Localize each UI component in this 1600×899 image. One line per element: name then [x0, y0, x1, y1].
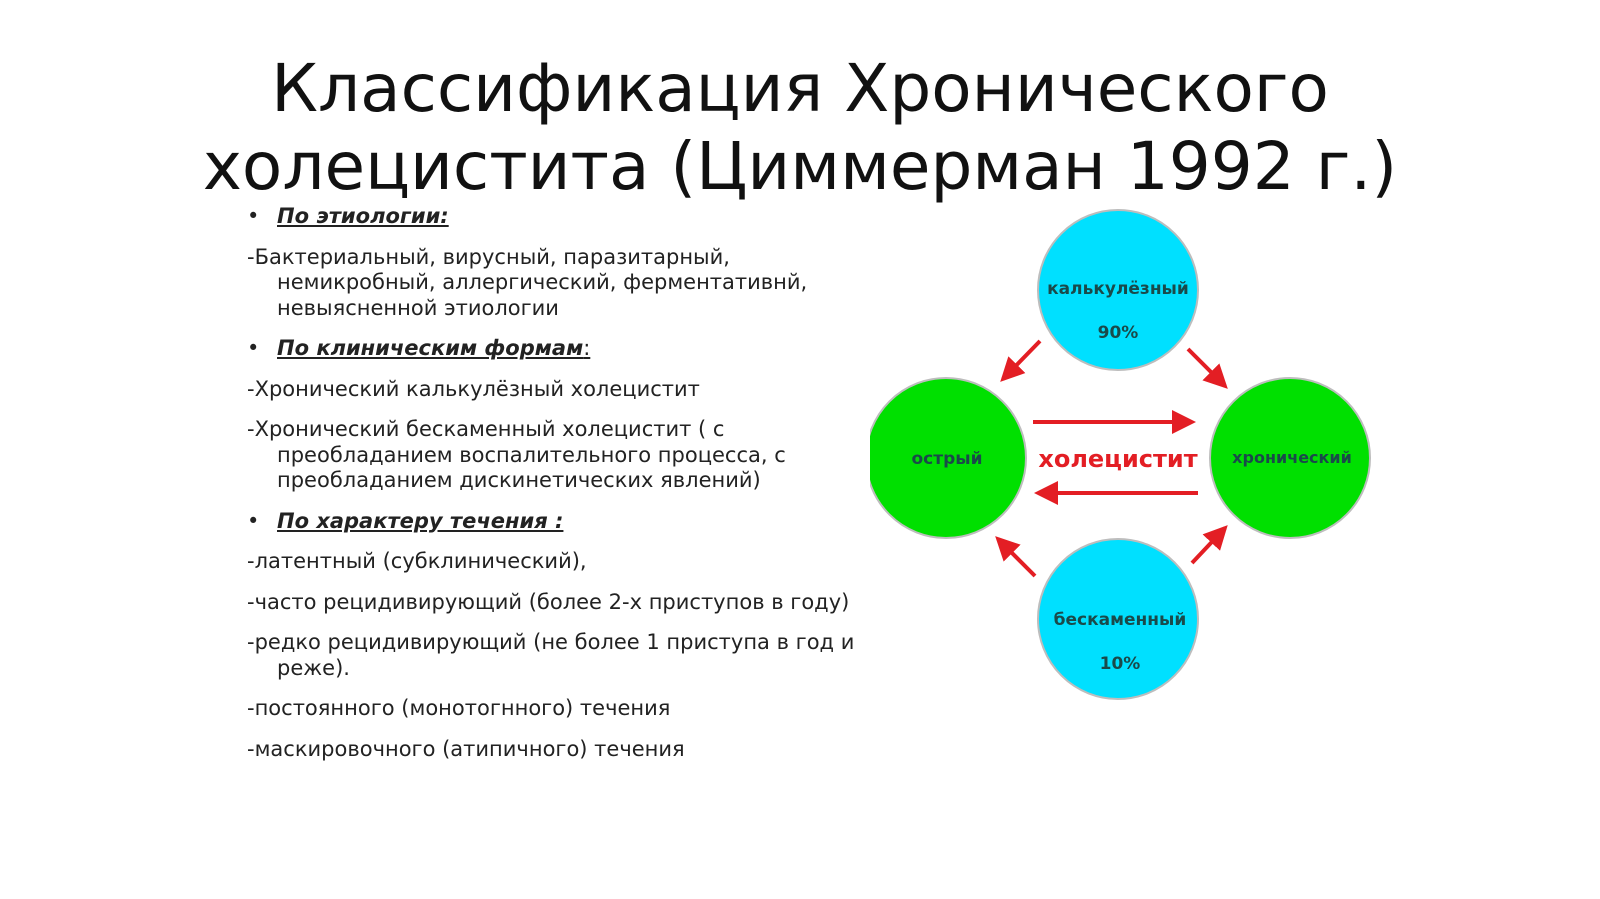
- node-stoneless-percent: 10%: [1099, 654, 1141, 674]
- classification-text: [247, 204, 887, 777]
- node-calculous-label: калькулёзный: [1047, 279, 1189, 299]
- etiology-item-1: -Бактериальный, вирусный, паразитарный, немикробный, аллергический, ферментативнй, невыясненной этиологии: [247, 244, 808, 320]
- node-stoneless: [1038, 539, 1198, 699]
- course-item-2: -часто рецидивирующий (более 2-х приступов в году): [247, 589, 850, 614]
- slide-title-line-1: Классификация Хронического: [271, 50, 1329, 127]
- etiology-heading: [247, 204, 887, 230]
- clinical-forms-item-2: -Хронический бескаменный холецистит ( с преобладанием воспалительного процесса, с преобладанием дискинетических явлений): [247, 417, 786, 492]
- clinical-forms-heading-text: По клиническим формам: [277, 336, 584, 360]
- course-item-1: -латентный (субклинический),: [247, 549, 587, 573]
- course-item-4: -постоянного (монотогнного) течения: [247, 696, 671, 720]
- node-acute: [870, 378, 1026, 538]
- bullet: •: [247, 508, 260, 533]
- bullet: •: [247, 336, 260, 360]
- node-acute-label: острый: [911, 449, 983, 469]
- node-chronic-label: хронический: [1232, 448, 1352, 467]
- arrow-stoneless-to-acute: [998, 539, 1035, 576]
- arrow-calculous-to-acute: [1003, 341, 1040, 379]
- node-calculous: [1038, 210, 1198, 370]
- bullet: •: [247, 204, 260, 228]
- course-heading: [247, 509, 887, 535]
- diagram-svg: [870, 205, 1400, 705]
- clinical-forms-colon: :: [583, 336, 591, 360]
- course-item-3: -редко рецидивирующий (не более 1 приступа в год и реже).: [247, 630, 855, 680]
- center-label: холецистит: [1038, 445, 1198, 473]
- etiology-heading-text: По этиологии:: [277, 204, 449, 228]
- clinical-forms-item-1: -Хронический калькулёзный холецистит: [247, 376, 700, 401]
- cholecystitis-diagram: [870, 205, 1400, 705]
- arrow-stoneless-to-chronic: [1192, 528, 1225, 563]
- node-calculous-percent: 90%: [1097, 323, 1139, 343]
- arrow-calculous-to-chronic: [1188, 349, 1225, 386]
- course-heading-text: По характеру течения :: [277, 508, 564, 533]
- slide-title: [0, 50, 1600, 206]
- course-item-5: -маскировочного (атипичного) течения: [247, 736, 685, 761]
- node-stoneless-label: бескаменный: [1053, 610, 1187, 630]
- slide-title-line-2: холецистита (Циммерман 1992 г.): [202, 128, 1398, 205]
- clinical-forms-heading: [247, 336, 887, 362]
- node-chronic: [1210, 378, 1370, 538]
